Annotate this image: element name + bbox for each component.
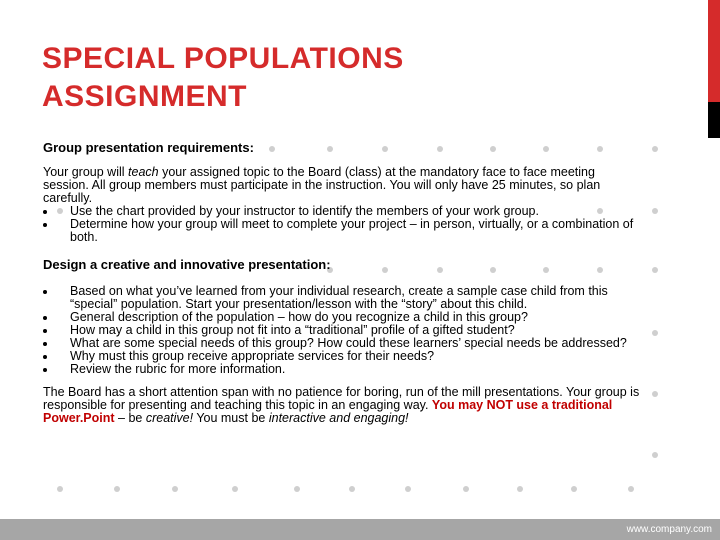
bullet-icon — [43, 355, 47, 359]
list-item: How may a child in this group not fit into a “traditional” profile of a gifted student? — [43, 324, 643, 337]
list-item: Why must this group receive appropriate services for their needs? — [43, 350, 643, 363]
bullet-icon — [43, 368, 47, 372]
requirements-paragraph: Your group will teach your assigned topic to the Board (class) at the mandatory face to face meeting session. All group members must participate in the instruction. You will only have 25 minutes, so plan carefully. — [43, 165, 601, 205]
list-item: General description of the population – how do you recognize a child in this group? — [43, 311, 643, 324]
bullet-icon — [43, 223, 47, 227]
design-list — [43, 285, 643, 376]
list-item: Use the chart provided by your instructor to identify the members of your work group. — [43, 205, 643, 218]
list-item: Based on what you’ve learned from your individual research, create a sample case child from this “special” population. Start your presentation/lesson with the “story” about this child. — [43, 285, 643, 311]
footer-url: www.company.com — [626, 524, 712, 535]
title-line-1: SPECIAL POPULATIONS — [42, 42, 404, 75]
requirements-list — [43, 205, 643, 244]
bullet-icon — [43, 316, 47, 320]
requirements-heading: Group presentation requirements: — [43, 140, 254, 155]
list-item: Review the rubric for more information. — [43, 363, 643, 376]
red-accent-bar — [708, 0, 720, 102]
no-powerpoint-warning: You may NOT use a traditional Power.Point — [43, 398, 613, 425]
title-line-2: ASSIGNMENT — [42, 80, 248, 113]
bullet-icon — [43, 290, 47, 294]
black-accent-bar — [708, 102, 720, 138]
footer-bar — [0, 519, 720, 540]
slide-title — [42, 40, 404, 116]
design-heading: Design a creative and innovative presentation: — [43, 257, 331, 272]
closing-paragraph: The Board has a short attention span with no patience for boring, run of the mill presentations. Your group is responsible for presenting and teaching this topic in an engaging way. You may NOT use a traditional Power.Point – be creative! You must be interactive and engaging! — [43, 385, 640, 425]
bullet-icon — [43, 342, 47, 346]
list-item: Determine how your group will meet to complete your project – in person, virtually, or a combination of both. — [43, 218, 643, 244]
bullet-icon — [43, 210, 47, 214]
slide-content — [43, 141, 643, 425]
bullet-icon — [43, 329, 47, 333]
list-item: What are some special needs of this group? How could these learners’ special needs be addressed? — [43, 337, 643, 350]
